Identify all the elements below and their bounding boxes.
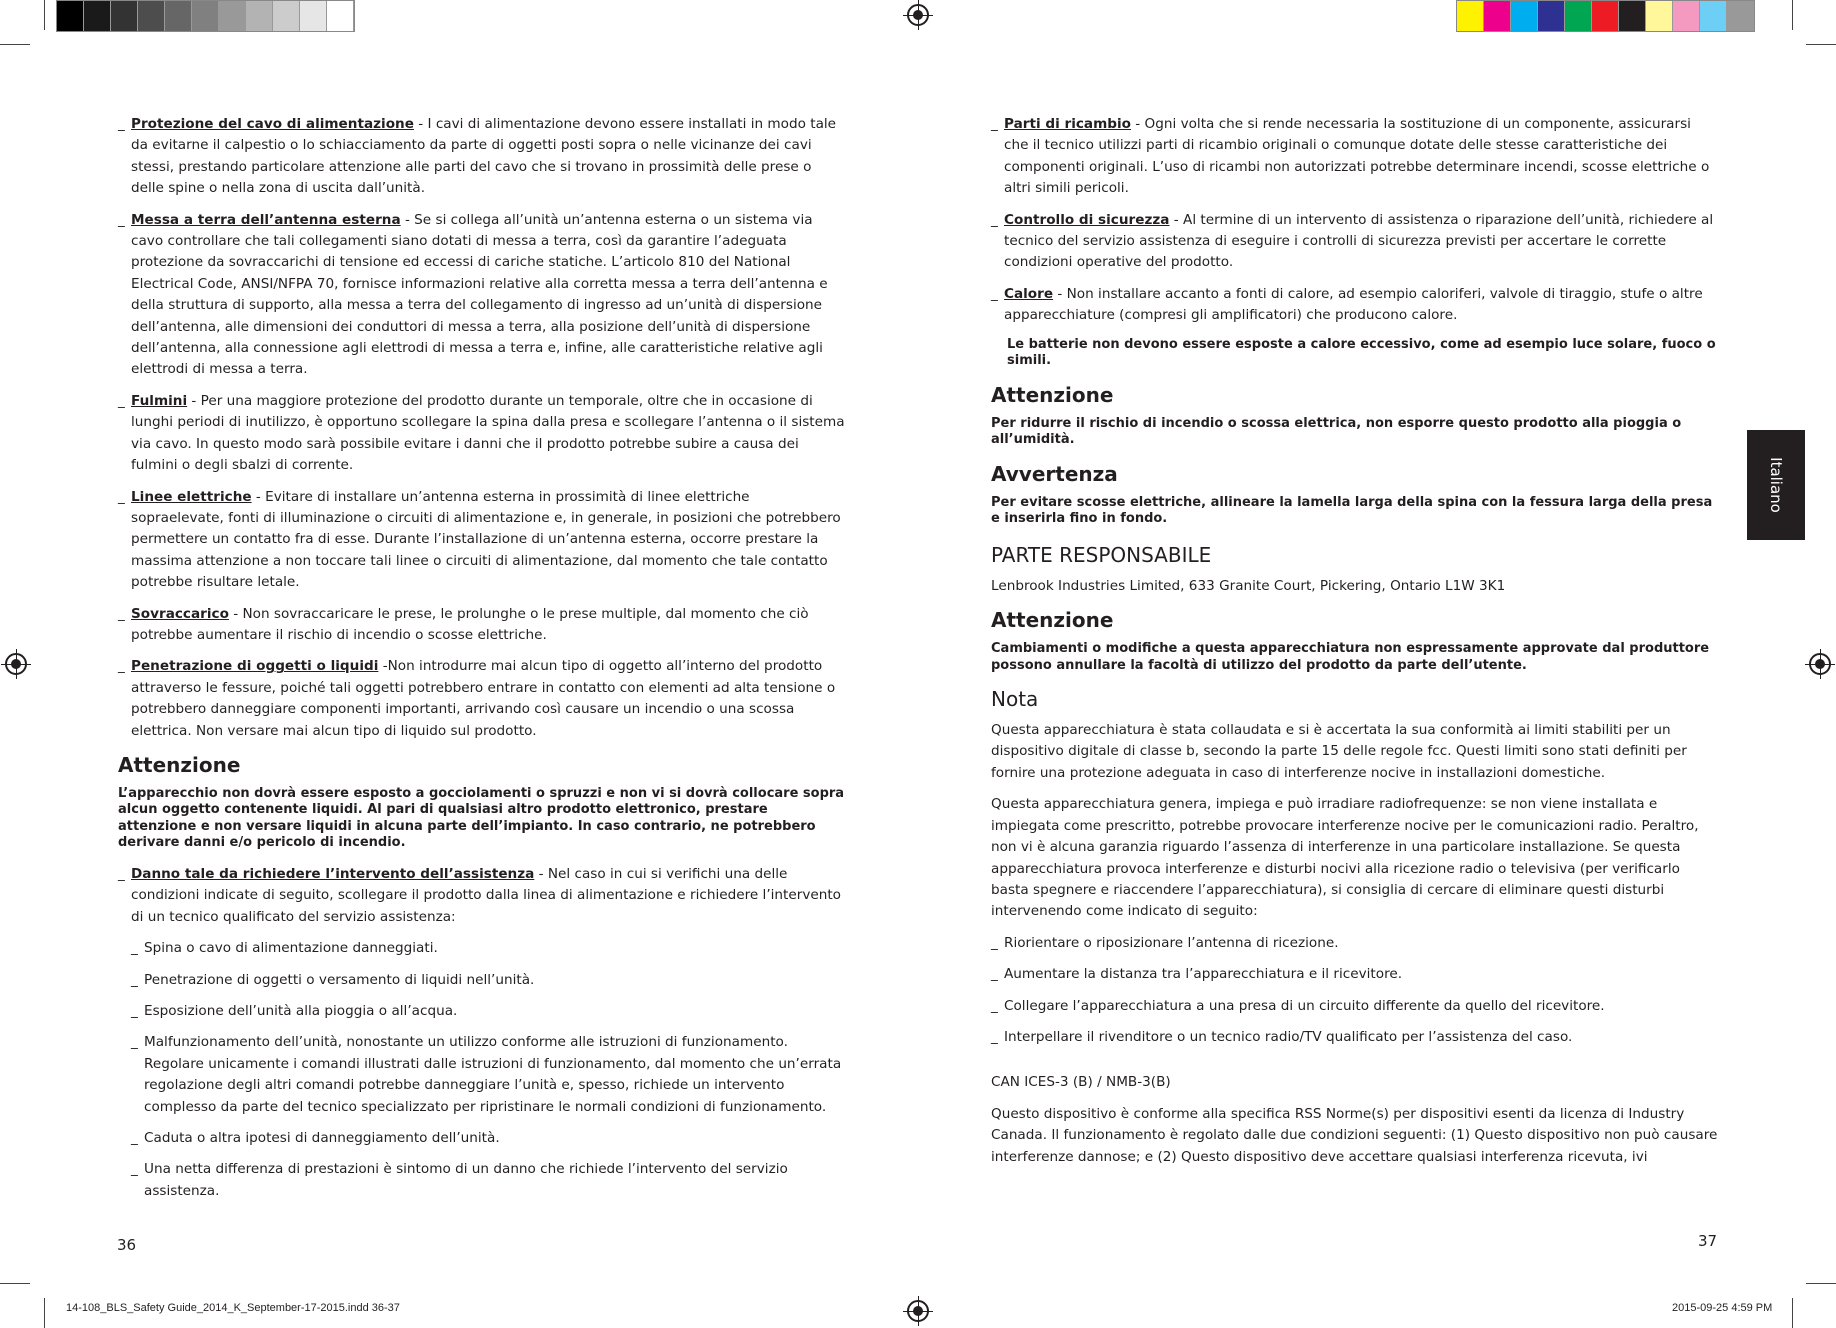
list-item-text: Aumentare la distanza tra l’apparecchiatura e il ricevitore. [1004,966,1403,983]
note-heading: Nota [991,687,1039,712]
color-swatch [1619,1,1646,31]
battery-warning: Le batterie non devono essere esposte a calore eccessivo, come ad esempio luce solare, fuoco o simili. [1007,336,1716,369]
color-swatch [1457,1,1484,31]
note-paragraph-1: Questa apparecchiatura è stata collaudata e si è accertata la sua conformità ai limiti stabiliti per un dispositivo digitale di classe b, secondo la parte 15 delle regole fcc. Questi limiti sono stati definiti per fornire una protezione adeguata in caso di interferenze nocive in installazioni domestiche. [991,722,1687,781]
safety-item [991,284,1719,327]
safety-item [118,391,846,477]
list-item [118,1128,846,1149]
bullet-dash: _ [131,1034,138,1051]
color-swatch [192,1,219,31]
list-item-text: Una netta differenza di prestazioni è sintomo di un danno che richiede l’intervento del servizio assistenza. [144,1161,788,1199]
bullet-dash: _ [118,605,125,622]
footer-file-info: 14-108_BLS_Safety Guide_2014_K_September-17-2015.indd 36-37 [66,1302,400,1314]
damage-condition-list [118,938,846,1202]
note-paragraph-2: Questa apparecchiatura genera, impiega e può irradiare radiofrequenze: se non viene installata e impiegata come prescritto, potrebbe provocare interferenze nocive per le comunicazioni radio. Peraltro, non vi è alcuna garanzia riguardo l’assenza di interferenze in una particolare installazione. Se questa apparecchiatura provoca interferenze e disturbi nocivi alla ricezione radio o televisiva (per verificarlo basta spegnere e riaccendere l’apparecchiatura), si consiglia di cercare di eliminare questi disturbi intervenendo come indicato di seguito: [991,796,1699,920]
list-item [991,996,1719,1017]
left-safety-list [118,114,846,742]
bullet-dash: _ [991,211,998,228]
language-side-tab [1747,430,1805,540]
color-swatch [219,1,246,31]
safety-item [118,114,846,200]
safety-item-text: - Ogni volta che si rende necessaria la sostituzione di un componente, assicurarsi che il tecnico utilizzi parti di ricambio originali o comunque dotate delle stesse caratteristiche dei componenti originali. L’uso di ricambi non autorizzati potrebbe determinare incendi, scosse elettriche o altri simili pericoli. [1004,116,1710,197]
crop-mark [44,1298,45,1328]
color-swatch [1727,1,1754,31]
crop-mark [0,44,30,45]
damage-service-term: Danno tale da richiedere l’intervento dell’assistenza [131,865,535,882]
warning-text: Per evitare scosse elettriche, allineare la lamella larga della spina con la fessura larga della presa e inserirla fino in fondo. [991,494,1713,527]
color-swatch [138,1,165,31]
bullet-dash: _ [118,488,125,505]
color-swatch [300,1,327,31]
left-attention-text: L’apparecchio non dovrà essere esposto a gocciolamenti o spruzzi e non vi si dovrà collocare sopra alcun oggetto contenente liquidi. Al pari di qualsiasi altro prodotto elettronico, prestare attenzione e non versare liquidi in alcuna parte dell’impianto. In caso contrario, ne potrebbero derivare danni e/o pericolo di incendio. [118,785,845,851]
safety-item-term: Messa a terra dell’antenna esterna [131,211,401,228]
safety-item [118,210,846,381]
safety-item-term: Protezione del cavo di alimentazione [131,116,414,132]
list-item [991,1027,1719,1048]
list-item [991,964,1719,985]
safety-item-text: - Non installare accanto a fonti di calore, ad esempio caloriferi, valvole di tiraggio, stufe o altre apparecchiature (compresi gli amplificatori) che producono calore. [1004,285,1703,324]
list-item [118,938,846,959]
bullet-dash: _ [118,658,125,675]
bullet-dash: _ [118,211,125,228]
color-swatch [1484,1,1511,31]
bullet-dash: _ [991,966,998,983]
safety-item-text: - Al termine di un intervento di assistenza o riparazione dell’unità, richiedere al tecnico del servizio assistenza di eseguire i controlli di sicurezza previsti per accertare le corrette condizioni operative del prodotto. [1004,211,1714,271]
color-swatch [327,1,354,31]
safety-item-term: Calore [1004,285,1054,302]
right-page-column [991,114,1719,1178]
list-item-text: Caduta o altra ipotesi di danneggiamento dell’unità. [144,1130,500,1147]
safety-item-text: - Non sovraccaricare le prese, le prolunghe o le prese multiple, dal momento che ciò potrebbe aumentare il rischio di incendio o scosse elettriche. [131,605,809,643]
right-attention-text-2: Cambiamenti o modifiche a questa apparecchiatura non espressamente approvate dal produttore possono annullare la facoltà di utilizzo del prodotto da parte dell’utente. [991,641,1710,673]
safety-item-term: Controllo di sicurezza [1004,211,1170,228]
note-remedy-list [991,933,1719,1049]
crop-mark [1792,0,1793,30]
crop-mark [1806,1283,1836,1284]
crop-mark [1806,44,1836,45]
registration-mark-left-icon [5,653,27,675]
bullet-dash: _ [131,971,138,988]
color-swatch [165,1,192,31]
safety-item [118,656,846,742]
list-item [118,1032,846,1118]
color-swatch [1673,1,1700,31]
color-swatch [273,1,300,31]
bullet-dash: _ [991,934,998,951]
color-swatch [111,1,138,31]
bullet-dash: _ [991,1028,998,1045]
damage-service-item [118,864,846,928]
bullet-dash: _ [131,1161,138,1178]
list-item-text: Riorientare o riposizionare l’antenna di ricezione. [1004,934,1339,951]
registration-mark-right-icon [1809,653,1831,675]
responsible-party-heading: PARTE RESPONSABILE [991,542,1212,567]
right-attention-heading-1: Attenzione [991,382,1114,407]
page-number-left: 36 [117,1236,137,1254]
color-swatch [246,1,273,31]
safety-item-text: - Evitare di installare un’antenna esterna in prossimità di linee elettriche sopraelevate, fonti di illuminazione o circuiti di alimentazione e, in generale, in posizioni che potrebbero permettere un contatto fra di esse. Durante l’installazione di un’antenna esterna, occorre prestare la massima attenzione a non toccare tali linee o circuiti di alimentazione, dal momento che tale contatto potrebbe risultare letale. [131,488,841,591]
safety-item-term: Linee elettriche [131,488,252,505]
safety-item [118,604,846,647]
list-item-text: Malfunzionamento dell’unità, nonostante un utilizzo conforme alle istruzioni di funzionamento. Regolare unicamente i comandi illustrati dalle istruzioni di funzionamento, dal momento che un’errata regolazione degli altri comandi potrebbe danneggiare l’unità e, spesso, richiede un intervento complesso da parte del tecnico specializzato per ripristinare le normali condizioni di funzionamento. [144,1034,842,1115]
page-number-right: 37 [1698,1232,1718,1250]
crop-mark [1792,1298,1793,1328]
registration-mark-top-icon [907,4,929,26]
bullet-dash: _ [991,116,998,132]
safety-item-text: - I cavi di alimentazione devono essere installati in modo tale da evitarne il calpestio o lo schiacciamento da parte di oggetti posti sopra o nelle vicinanze dei cavi stessi, prestando particolare attenzione alle parti del cavo che si trovano in prossimità delle prese o delle spine o nella zona di uscita dall’unità. [131,116,837,197]
can-ices-line: CAN ICES-3 (B) / NMB-3(B) [991,1074,1171,1091]
list-item-text: Interpellare il rivenditore o un tecnico radio/TV qualificato per l’assistenza del caso. [1004,1028,1573,1045]
language-tab-label: Italiano [1767,457,1785,513]
list-item-text: Spina o cavo di alimentazione danneggiati. [144,940,438,957]
list-item [118,970,846,991]
process-color-bar [1456,0,1755,32]
list-item-text: Esposizione dell’unità alla pioggia o all’acqua. [144,1003,458,1019]
warning-heading: Avvertenza [991,461,1118,486]
list-item-text: Penetrazione di oggetti o versamento di liquidi nell’unità. [144,971,535,988]
safety-item [118,487,846,594]
bullet-dash: _ [131,940,138,957]
safety-item-term: Fulmini [131,392,188,409]
list-item [118,1159,846,1202]
list-item [991,933,1719,954]
safety-item-term: Parti di ricambio [1004,116,1131,132]
left-page-column [118,114,846,1212]
left-attention-heading: Attenzione [118,752,241,777]
safety-item-term: Sovraccarico [131,605,229,622]
safety-item-text: -Non introdurre mai alcun tipo di oggetto all’interno del prodotto attraverso le fessure, poiché tali oggetti potrebbero entrare in contatto con elementi ad alta tensione o potrebbero danneggiare componenti importanti, arrivando così causare un incendio o una scossa elettrica. Non versare mai alcun tipo di liquido sul prodotto. [131,658,836,739]
right-attention-text-1: Per ridurre il rischio di incendio o scossa elettrica, non esporre questo prodotto alla pioggia o all’umidità. [991,415,1682,448]
responsible-party-text: Lenbrook Industries Limited, 633 Granite Court, Pickering, Ontario L1W 3K1 [991,577,1506,594]
bullet-dash: _ [118,116,125,132]
right-attention-heading-2: Attenzione [991,608,1114,633]
safety-item [991,114,1719,200]
list-item [118,1001,846,1022]
crop-mark [44,0,45,30]
color-swatch [1511,1,1538,31]
color-swatch [84,1,111,31]
list-item-text: Collegare l’apparecchiatura a una presa di un circuito differente da quello del ricevitore. [1004,997,1605,1014]
color-swatch [1646,1,1673,31]
grayscale-color-bar [56,0,355,32]
color-swatch [1700,1,1727,31]
safety-item-text: - Se si collega all’unità un’antenna esterna o un sistema via cavo controllare che tali collegamenti siano dotati di messa a terra, così da garantire l’adeguata protezione da sovraccarichi di tensione ed eccessi di cariche statiche. L’articolo 810 del National Electrical Code, ANSI/NFPA 70, fornisce informazioni relative alla corretta messa a terra dell’antenna e della struttura di supporto, alla messa a terra del collegamento di ingresso ad un’unità di dispersione dell’antenna, alle dimensioni dei conduttori di messa a terra, alla posizione dell’unità di dispersione dell’antenna, alla connessione agli elettrodi di messa a terra e, infine, alle caratteristiche relative agli elettrodi di messa a terra. [131,211,828,378]
crop-mark [0,1283,30,1284]
color-swatch [1538,1,1565,31]
bullet-dash: _ [118,392,125,409]
safety-item-term: Penetrazione di oggetti o liquidi [131,658,379,675]
bullet-dash: _ [991,997,998,1014]
safety-item [991,210,1719,274]
registration-mark-bottom-icon [907,1300,929,1322]
bullet-dash: _ [131,1130,138,1147]
bullet-dash: _ [991,285,998,302]
bullet-dash: _ [118,865,125,882]
color-swatch [1592,1,1619,31]
color-swatch [57,1,84,31]
bullet-dash: _ [131,1003,138,1019]
safety-item-text: - Per una maggiore protezione del prodotto durante un temporale, oltre che in occasione di lunghi periodi di inutilizzo, è opportuno scollegare la spina dalla presa e scollegare l’antenna o il sistema via cavo. In questo modo sarà possibile evitare i danni che il prodotto potrebbe subire a causa dei fulmini o degli sbalzi di corrente. [131,392,845,474]
industry-canada-text: Questo dispositivo è conforme alla specifica RSS Norme(s) per dispositivi esenti da licenza di Industry Canada. Il funzionamento è regolato dalle due condizioni seguenti: (1) Questo dispositivo non può causare interferenze dannose; e (2) Questo dispositivo deve accettare qualsiasi interferenza ricevuta, ivi [991,1105,1718,1165]
damage-service-text: - Nel caso in cui si verifichi una delle condizioni indicate di seguito, scollegare il prodotto dalla linea di alimentazione e richiedere l’intervento di un tecnico qualificato del servizio assistenza: [131,865,841,925]
footer-date-time: 2015-09-25 4:59 PM [1672,1302,1773,1314]
right-safety-list [991,114,1719,327]
color-swatch [1565,1,1592,31]
